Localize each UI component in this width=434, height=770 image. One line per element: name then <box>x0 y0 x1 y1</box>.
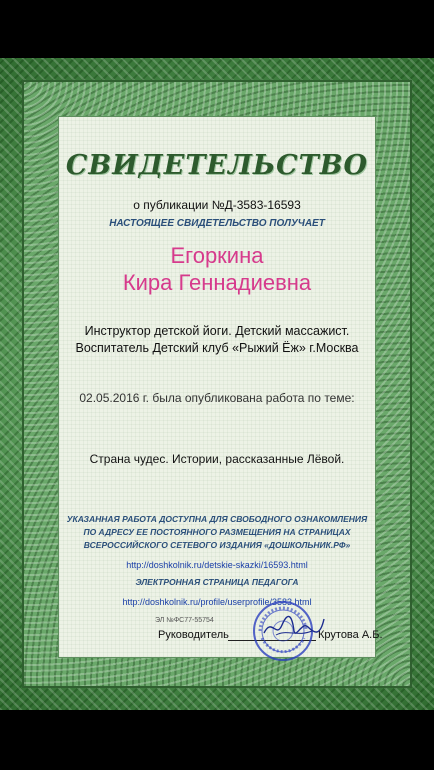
head-name: Крутова А.Б. <box>318 629 383 641</box>
work-url-link[interactable]: http://doshkolnik.ru/detskie-skazki/16593.html <box>126 560 308 570</box>
handwritten-signature <box>262 611 326 643</box>
registration-number: ЭЛ №ФС77-55754 <box>155 617 214 624</box>
work-title: Страна чудес. Истории, рассказанные Лёвой. <box>89 452 345 466</box>
availability-note-line: УКАЗАННАЯ РАБОТА ДОСТУПНА ДЛЯ СВОБОДНОГО ОЗНАКОМЛЕНИЯ <box>66 514 368 524</box>
recipient-surname: Егоркина <box>170 243 264 268</box>
availability-note-line: ВСЕРОССИЙСКОГО СЕТЕВОГО ИЗДАНИЯ «ДОШКОЛЬНИК.РФ» <box>83 540 351 550</box>
certificate <box>0 58 434 710</box>
availability-note-line: ПО АДРЕСУ ЕЕ ПОСТОЯННОГО РАЗМЕЩЕНИЯ НА СТРАНИЦАХ <box>83 527 351 537</box>
head-label: Руководитель <box>158 629 229 641</box>
recipient-position-line-1: Инструктор детской йоги. Детский массажист. <box>84 324 350 338</box>
receives-label: НАСТОЯЩЕЕ СВИДЕТЕЛЬСТВО ПОЛУЧАЕТ <box>109 218 325 229</box>
teacher-url-link[interactable]: http://doshkolnik.ru/profile/userprofile/3583.html <box>122 597 312 607</box>
teacher-page-label: ЭЛЕКТРОННАЯ СТРАНИЦА ПЕДАГОГА <box>135 577 299 587</box>
publication-number: о публикации №Д-3583-16593 <box>133 198 301 212</box>
recipient-position-line-2: Воспитатель Детский клуб «Рыжий Ёж» г.Москва <box>75 341 359 355</box>
certificate-title: СВИДЕТЕЛЬСТВО <box>65 150 369 181</box>
publication-date-text: 02.05.2016 г. была опубликована работа по теме: <box>79 391 355 405</box>
recipient-given-names: Кира Геннадиевна <box>122 270 312 295</box>
